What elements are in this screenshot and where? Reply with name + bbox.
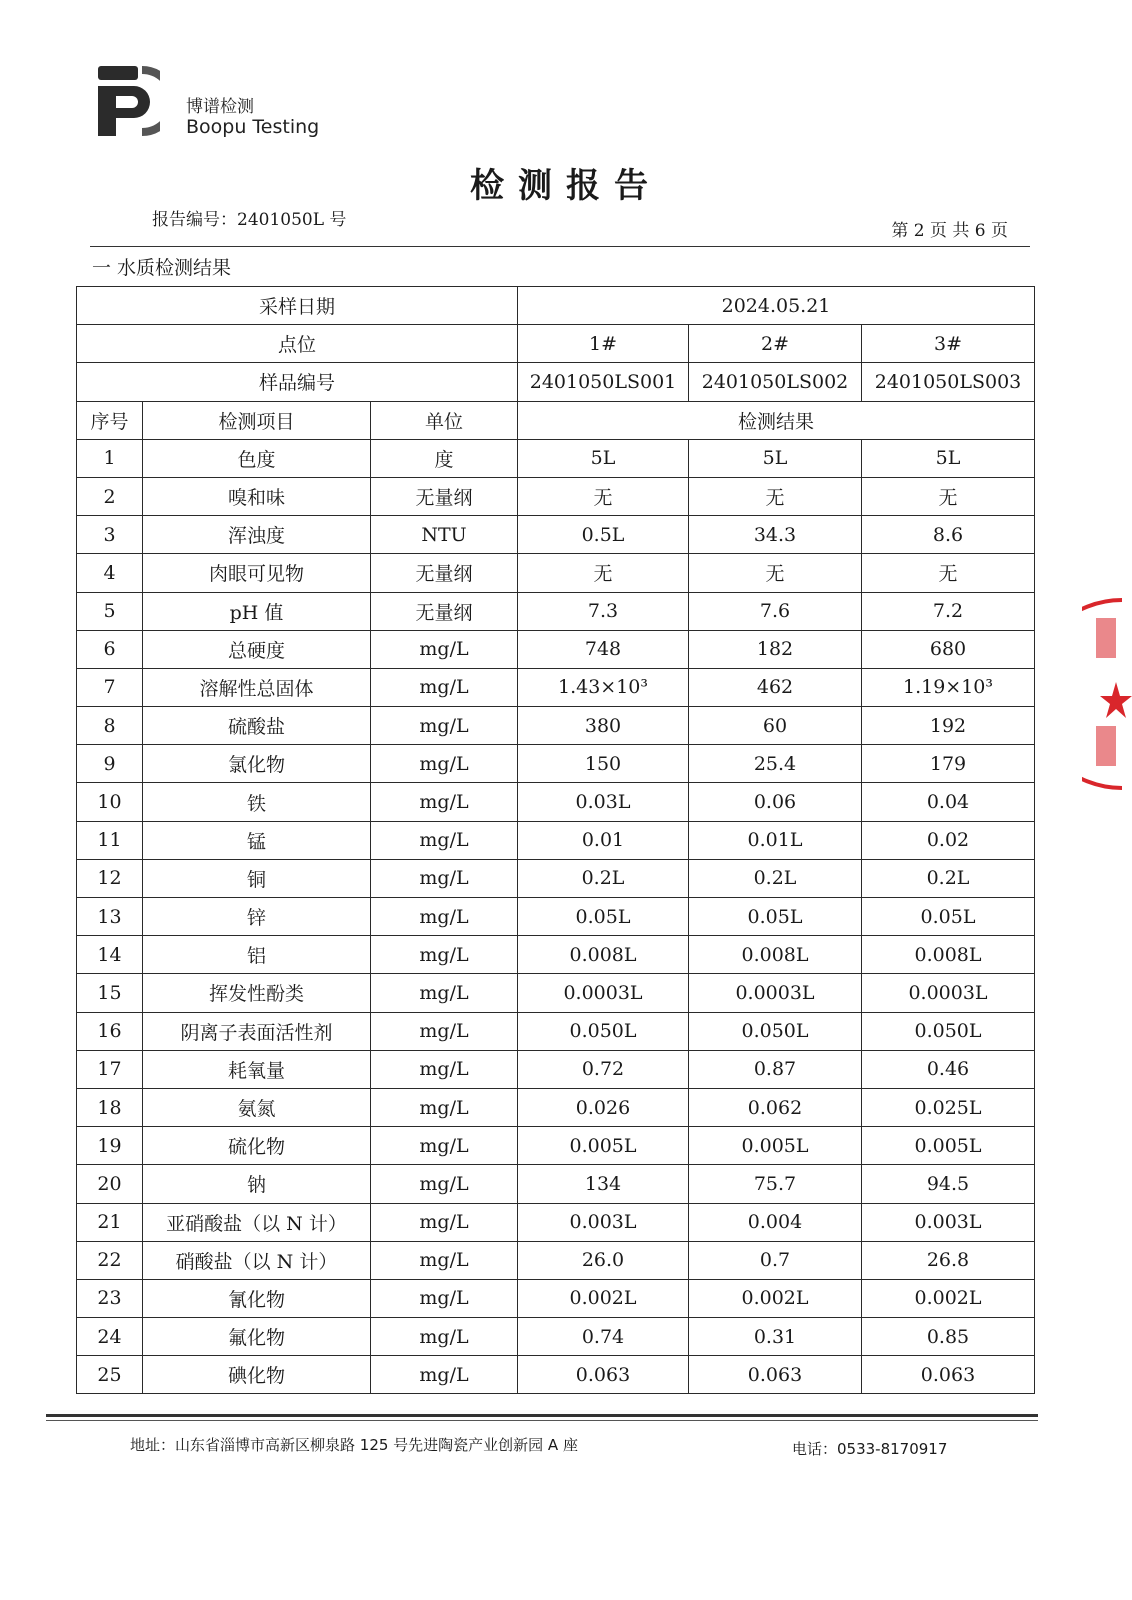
row-result-3: 0.005L (862, 1127, 1035, 1165)
row-unit: mg/L (371, 859, 518, 897)
table-row (77, 1356, 1035, 1394)
row-item: 肉眼可见物 (143, 554, 371, 592)
table-row (77, 745, 1035, 783)
row-item: 嗅和味 (143, 477, 371, 515)
row-result-1: 134 (518, 1165, 689, 1203)
row-item: 锌 (143, 898, 371, 936)
row-item: 钠 (143, 1165, 371, 1203)
row-result-2: 0.005L (689, 1127, 862, 1165)
table-row (77, 936, 1035, 974)
row-result-3: 0.04 (862, 783, 1035, 821)
row-result-3: 0.008L (862, 936, 1035, 974)
sample-no-label: 样品编号 (77, 363, 518, 401)
sampling-date-row (77, 287, 1035, 325)
point-1: 1# (518, 325, 689, 363)
row-result-1: 0.05L (518, 898, 689, 936)
row-result-3: 1.19×10³ (862, 668, 1035, 706)
row-result-2: 5L (689, 439, 862, 477)
row-no: 10 (77, 783, 143, 821)
row-unit: NTU (371, 516, 518, 554)
row-result-3: 0.003L (862, 1203, 1035, 1241)
table-row (77, 1050, 1035, 1088)
row-item: 总硬度 (143, 630, 371, 668)
row-result-1: 1.43×10³ (518, 668, 689, 706)
row-result-2: 182 (689, 630, 862, 668)
row-result-2: 0.002L (689, 1279, 862, 1317)
table-row (77, 668, 1035, 706)
row-result-3: 无 (862, 477, 1035, 515)
col-header-no: 序号 (77, 401, 143, 439)
row-result-3: 0.02 (862, 821, 1035, 859)
row-no: 16 (77, 1012, 143, 1050)
row-no: 2 (77, 477, 143, 515)
sampling-date-label: 采样日期 (77, 287, 518, 325)
row-result-1: 7.3 (518, 592, 689, 630)
row-result-3: 7.2 (862, 592, 1035, 630)
row-unit: 无量纲 (371, 554, 518, 592)
row-item: 铁 (143, 783, 371, 821)
row-unit: 无量纲 (371, 477, 518, 515)
row-no: 14 (77, 936, 143, 974)
row-result-1: 0.050L (518, 1012, 689, 1050)
row-item: 铝 (143, 936, 371, 974)
row-unit: mg/L (371, 1241, 518, 1279)
document-title: 检测报告 (470, 166, 662, 206)
row-result-1: 0.003L (518, 1203, 689, 1241)
section-heading: 一 水质检测结果 (92, 257, 232, 279)
row-result-2: 0.01L (689, 821, 862, 859)
table-row (77, 1241, 1035, 1279)
table-row (77, 821, 1035, 859)
row-item: 色度 (143, 439, 371, 477)
brand-name-cn: 博谱检测 (186, 97, 254, 117)
row-item: 硫化物 (143, 1127, 371, 1165)
row-unit: mg/L (371, 974, 518, 1012)
row-result-2: 34.3 (689, 516, 862, 554)
row-result-3: 94.5 (862, 1165, 1035, 1203)
row-no: 18 (77, 1088, 143, 1126)
col-header-result: 检测结果 (518, 401, 1035, 439)
row-result-2: 25.4 (689, 745, 862, 783)
table-row (77, 630, 1035, 668)
sample-no-2: 2401050LS002 (689, 363, 862, 401)
row-unit: mg/L (371, 1318, 518, 1356)
col-header-unit: 单位 (371, 401, 518, 439)
row-result-3: 0.025L (862, 1088, 1035, 1126)
row-no: 9 (77, 745, 143, 783)
row-unit: 无量纲 (371, 592, 518, 630)
row-no: 6 (77, 630, 143, 668)
row-no: 20 (77, 1165, 143, 1203)
row-result-3: 179 (862, 745, 1035, 783)
row-unit: mg/L (371, 821, 518, 859)
row-no: 23 (77, 1279, 143, 1317)
row-item: 硝酸盐（以 N 计） (143, 1241, 371, 1279)
row-no: 7 (77, 668, 143, 706)
row-result-2: 0.063 (689, 1356, 862, 1394)
row-result-3: 无 (862, 554, 1035, 592)
table-row (77, 1127, 1035, 1165)
row-result-1: 0.5L (518, 516, 689, 554)
row-item: 锰 (143, 821, 371, 859)
results-table (76, 286, 1035, 1394)
row-result-1: 5L (518, 439, 689, 477)
row-result-3: 26.8 (862, 1241, 1035, 1279)
row-result-3: 0.05L (862, 898, 1035, 936)
table-row (77, 783, 1035, 821)
row-result-1: 0.0003L (518, 974, 689, 1012)
row-item: 硫酸盐 (143, 707, 371, 745)
row-no: 19 (77, 1127, 143, 1165)
row-result-3: 8.6 (862, 516, 1035, 554)
row-result-2: 0.004 (689, 1203, 862, 1241)
table-row (77, 1012, 1035, 1050)
point-label: 点位 (77, 325, 518, 363)
row-result-2: 0.06 (689, 783, 862, 821)
row-result-3: 0.002L (862, 1279, 1035, 1317)
table-row (77, 477, 1035, 515)
row-result-2: 无 (689, 554, 862, 592)
row-unit: mg/L (371, 630, 518, 668)
row-no: 4 (77, 554, 143, 592)
sample-no-3: 2401050LS003 (862, 363, 1035, 401)
row-unit: mg/L (371, 936, 518, 974)
row-unit: mg/L (371, 783, 518, 821)
row-no: 11 (77, 821, 143, 859)
column-header-row (77, 401, 1035, 439)
header-divider (90, 246, 1030, 247)
table-row (77, 859, 1035, 897)
row-result-2: 60 (689, 707, 862, 745)
row-result-3: 0.46 (862, 1050, 1035, 1088)
row-result-2: 75.7 (689, 1165, 862, 1203)
row-result-2: 0.87 (689, 1050, 862, 1088)
row-no: 5 (77, 592, 143, 630)
point-3: 3# (862, 325, 1035, 363)
table-row (77, 1165, 1035, 1203)
sample-no-row (77, 363, 1035, 401)
row-result-1: 0.008L (518, 936, 689, 974)
row-result-1: 无 (518, 477, 689, 515)
footer-phone: 电话：0533-8170917 (792, 1440, 948, 1458)
table-row (77, 898, 1035, 936)
row-result-2: 0.0003L (689, 974, 862, 1012)
row-result-2: 7.6 (689, 592, 862, 630)
row-unit: 度 (371, 439, 518, 477)
table-row (77, 1318, 1035, 1356)
sampling-date-value: 2024.05.21 (518, 287, 1035, 325)
row-result-2: 0.31 (689, 1318, 862, 1356)
row-item: pH 值 (143, 592, 371, 630)
row-item: 氯化物 (143, 745, 371, 783)
row-unit: mg/L (371, 1012, 518, 1050)
row-no: 21 (77, 1203, 143, 1241)
row-result-1: 150 (518, 745, 689, 783)
row-result-2: 462 (689, 668, 862, 706)
row-no: 8 (77, 707, 143, 745)
row-item: 浑浊度 (143, 516, 371, 554)
row-item: 碘化物 (143, 1356, 371, 1394)
table-row (77, 439, 1035, 477)
row-result-1: 0.005L (518, 1127, 689, 1165)
row-unit: mg/L (371, 1279, 518, 1317)
table-row (77, 554, 1035, 592)
footer-address: 地址：山东省淄博市高新区柳泉路 125 号先进陶瓷产业创新园 A 座 (130, 1436, 578, 1454)
row-result-3: 0.0003L (862, 974, 1035, 1012)
row-no: 22 (77, 1241, 143, 1279)
row-result-2: 0.008L (689, 936, 862, 974)
row-result-2: 0.050L (689, 1012, 862, 1050)
row-no: 1 (77, 439, 143, 477)
row-no: 25 (77, 1356, 143, 1394)
row-result-1: 0.72 (518, 1050, 689, 1088)
page-indicator: 第 2 页 共 6 页 (891, 221, 1008, 241)
row-item: 溶解性总固体 (143, 668, 371, 706)
row-result-2: 0.05L (689, 898, 862, 936)
row-unit: mg/L (371, 898, 518, 936)
row-result-3: 0.063 (862, 1356, 1035, 1394)
table-row (77, 707, 1035, 745)
row-result-1: 0.03L (518, 783, 689, 821)
row-result-1: 0.2L (518, 859, 689, 897)
row-result-2: 0.7 (689, 1241, 862, 1279)
sample-no-1: 2401050LS001 (518, 363, 689, 401)
row-item: 氟化物 (143, 1318, 371, 1356)
row-result-1: 0.063 (518, 1356, 689, 1394)
row-unit: mg/L (371, 1088, 518, 1126)
row-result-3: 192 (862, 707, 1035, 745)
row-item: 耗氧量 (143, 1050, 371, 1088)
row-result-1: 0.01 (518, 821, 689, 859)
row-result-1: 0.026 (518, 1088, 689, 1126)
row-unit: mg/L (371, 745, 518, 783)
row-item: 氨氮 (143, 1088, 371, 1126)
row-result-1: 0.002L (518, 1279, 689, 1317)
row-result-1: 无 (518, 554, 689, 592)
table-row (77, 516, 1035, 554)
col-header-item: 检测项目 (143, 401, 371, 439)
row-unit: mg/L (371, 668, 518, 706)
row-unit: mg/L (371, 1203, 518, 1241)
row-result-2: 无 (689, 477, 862, 515)
row-result-3: 0.85 (862, 1318, 1035, 1356)
brand-name-en: Boopu Testing (186, 116, 320, 138)
point-row (77, 325, 1035, 363)
row-result-3: 5L (862, 439, 1035, 477)
row-unit: mg/L (371, 707, 518, 745)
row-unit: mg/L (371, 1165, 518, 1203)
row-item: 挥发性酚类 (143, 974, 371, 1012)
table-row (77, 592, 1035, 630)
row-no: 12 (77, 859, 143, 897)
row-result-3: 0.050L (862, 1012, 1035, 1050)
boopu-logo-icon (98, 66, 160, 142)
inspection-seal-icon (1082, 596, 1132, 792)
row-result-3: 0.2L (862, 859, 1035, 897)
row-result-1: 380 (518, 707, 689, 745)
point-2: 2# (689, 325, 862, 363)
row-result-2: 0.2L (689, 859, 862, 897)
row-item: 氰化物 (143, 1279, 371, 1317)
footer-divider-thin (46, 1420, 1038, 1421)
row-item: 亚硝酸盐（以 N 计） (143, 1203, 371, 1241)
table-row (77, 1088, 1035, 1126)
row-result-1: 748 (518, 630, 689, 668)
table-row (77, 974, 1035, 1012)
row-no: 3 (77, 516, 143, 554)
row-item: 阴离子表面活性剂 (143, 1012, 371, 1050)
row-unit: mg/L (371, 1356, 518, 1394)
table-row (77, 1279, 1035, 1317)
row-unit: mg/L (371, 1050, 518, 1088)
row-result-2: 0.062 (689, 1088, 862, 1126)
footer-divider (46, 1414, 1038, 1417)
row-no: 24 (77, 1318, 143, 1356)
row-unit: mg/L (371, 1127, 518, 1165)
row-result-1: 26.0 (518, 1241, 689, 1279)
row-result-3: 680 (862, 630, 1035, 668)
row-result-1: 0.74 (518, 1318, 689, 1356)
table-row (77, 1203, 1035, 1241)
row-item: 铜 (143, 859, 371, 897)
report-number: 报告编号：2401050L 号 (152, 210, 347, 230)
row-no: 15 (77, 974, 143, 1012)
row-no: 17 (77, 1050, 143, 1088)
row-no: 13 (77, 898, 143, 936)
